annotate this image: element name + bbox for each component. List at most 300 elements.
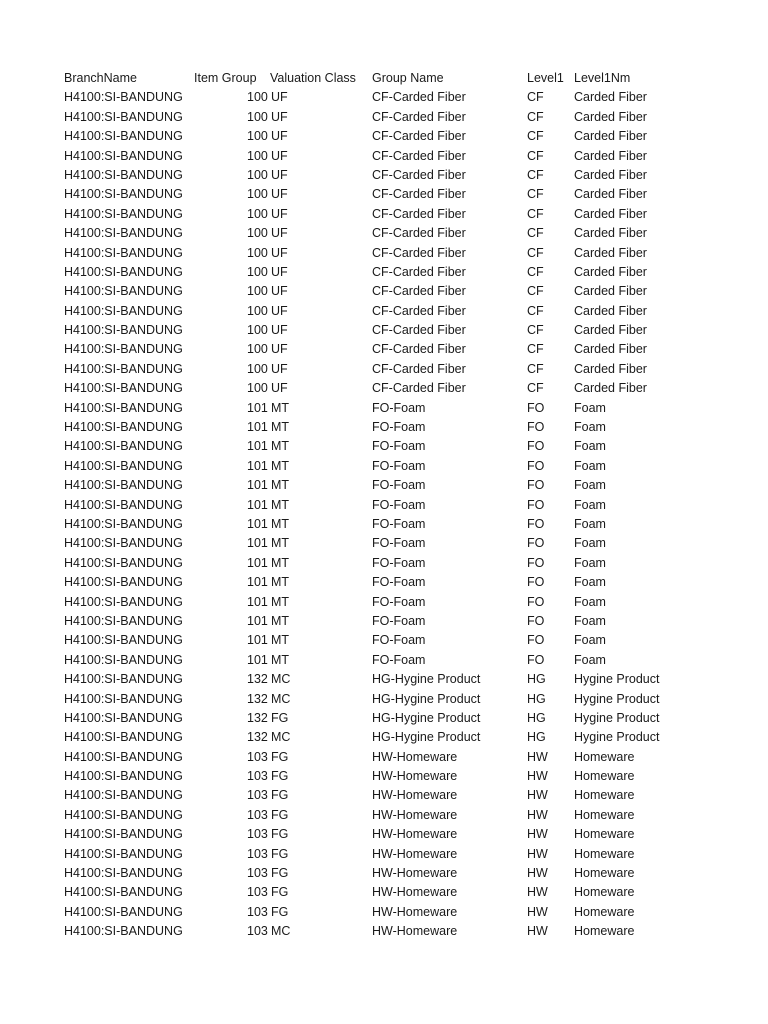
cell-level1-nm: Carded Fiber: [574, 323, 647, 338]
table-row: [0, 108, 768, 127]
cell-group-name: HW-Homeware: [372, 866, 458, 881]
cell-level1: CF: [527, 342, 544, 357]
cell-valuation-class: MT: [271, 420, 290, 435]
cell-valuation-class: FG: [271, 769, 289, 784]
cell-valuation-class: FG: [271, 710, 289, 725]
cell-level1: FO: [527, 497, 545, 512]
cell-valuation-class: MT: [271, 478, 290, 493]
cell-level1: CF: [527, 323, 544, 338]
cell-valuation-class: FG: [271, 807, 289, 822]
table-row: [0, 147, 768, 166]
cell-item-group: 101: [247, 555, 268, 570]
header-row: [0, 69, 768, 88]
cell-branch: H4100:SI-BANDUNG: [64, 672, 183, 687]
cell-branch: H4100:SI-BANDUNG: [64, 323, 183, 338]
cell-item-group: 100: [247, 361, 268, 376]
cell-valuation-class: UF: [271, 206, 288, 221]
cell-valuation-class: FG: [271, 904, 289, 919]
table-row: [0, 302, 768, 321]
cell-group-name: CF-Carded Fiber: [372, 342, 466, 357]
cell-valuation-class: UF: [271, 226, 288, 241]
cell-level1-nm: Homeware: [574, 827, 635, 842]
table-row: [0, 612, 768, 631]
cell-level1-nm: Homeware: [574, 885, 635, 900]
cell-item-group: 101: [247, 439, 268, 454]
cell-branch: H4100:SI-BANDUNG: [64, 516, 183, 531]
cell-group-name: FO-Foam: [372, 420, 426, 435]
table-body: [0, 88, 768, 941]
cell-valuation-class: UF: [271, 90, 288, 105]
cell-item-group: 100: [247, 303, 268, 318]
cell-valuation-class: MC: [271, 691, 291, 706]
table-row: [0, 883, 768, 902]
cell-valuation-class: MC: [271, 672, 291, 687]
cell-level1: CF: [527, 206, 544, 221]
table-row: [0, 786, 768, 805]
cell-valuation-class: FG: [271, 749, 289, 764]
table-row: [0, 476, 768, 495]
cell-branch: H4100:SI-BANDUNG: [64, 497, 183, 512]
cell-group-name: FO-Foam: [372, 516, 426, 531]
cell-item-group: 100: [247, 206, 268, 221]
cell-level1: HW: [527, 924, 548, 939]
cell-valuation-class: MC: [271, 924, 291, 939]
cell-valuation-class: MT: [271, 652, 290, 667]
cell-branch: H4100:SI-BANDUNG: [64, 226, 183, 241]
table-row: [0, 457, 768, 476]
cell-branch: H4100:SI-BANDUNG: [64, 400, 183, 415]
table-row: [0, 651, 768, 670]
cell-group-name: FO-Foam: [372, 536, 426, 551]
cell-level1-nm: Hygine Product: [574, 672, 660, 687]
cell-group-name: FO-Foam: [372, 439, 426, 454]
cell-valuation-class: UF: [271, 187, 288, 202]
cell-group-name: CF-Carded Fiber: [372, 323, 466, 338]
cell-valuation-class: UF: [271, 167, 288, 182]
cell-item-group: 100: [247, 245, 268, 260]
cell-item-group: 100: [247, 129, 268, 144]
cell-item-group: 103: [247, 885, 268, 900]
cell-level1-nm: Hygine Product: [574, 730, 660, 745]
cell-valuation-class: UF: [271, 323, 288, 338]
cell-level1-nm: Carded Fiber: [574, 361, 647, 376]
table-row: [0, 593, 768, 612]
cell-group-name: FO-Foam: [372, 613, 426, 628]
table-row: [0, 631, 768, 650]
cell-branch: H4100:SI-BANDUNG: [64, 807, 183, 822]
cell-group-name: HW-Homeware: [372, 807, 458, 822]
table-row: [0, 360, 768, 379]
cell-valuation-class: MT: [271, 400, 290, 415]
cell-level1-nm: Homeware: [574, 769, 635, 784]
cell-branch: H4100:SI-BANDUNG: [64, 148, 183, 163]
cell-level1: HW: [527, 904, 548, 919]
cell-group-name: FO-Foam: [372, 458, 426, 473]
cell-branch: H4100:SI-BANDUNG: [64, 303, 183, 318]
cell-level1-nm: Carded Fiber: [574, 284, 647, 299]
cell-valuation-class: MT: [271, 594, 290, 609]
cell-level1-nm: Carded Fiber: [574, 381, 647, 396]
table-row: [0, 263, 768, 282]
cell-branch: H4100:SI-BANDUNG: [64, 788, 183, 803]
cell-item-group: 101: [247, 497, 268, 512]
cell-branch: H4100:SI-BANDUNG: [64, 866, 183, 881]
table-row: [0, 845, 768, 864]
table-row: [0, 728, 768, 747]
cell-level1: FO: [527, 575, 545, 590]
cell-item-group: 103: [247, 846, 268, 861]
cell-item-group: 101: [247, 613, 268, 628]
cell-level1-nm: Foam: [574, 633, 606, 648]
table-row: [0, 418, 768, 437]
cell-branch: H4100:SI-BANDUNG: [64, 691, 183, 706]
cell-level1: FO: [527, 439, 545, 454]
table-row: [0, 767, 768, 786]
cell-level1: CF: [527, 303, 544, 318]
cell-valuation-class: UF: [271, 342, 288, 357]
cell-group-name: CF-Carded Fiber: [372, 109, 466, 124]
cell-level1-nm: Carded Fiber: [574, 264, 647, 279]
cell-item-group: 101: [247, 536, 268, 551]
cell-group-name: CF-Carded Fiber: [372, 361, 466, 376]
table-row: [0, 690, 768, 709]
cell-branch: H4100:SI-BANDUNG: [64, 458, 183, 473]
cell-branch: H4100:SI-BANDUNG: [64, 827, 183, 842]
cell-level1: CF: [527, 284, 544, 299]
cell-branch: H4100:SI-BANDUNG: [64, 264, 183, 279]
cell-level1-nm: Foam: [574, 613, 606, 628]
cell-branch: H4100:SI-BANDUNG: [64, 361, 183, 376]
cell-level1: CF: [527, 361, 544, 376]
cell-branch: H4100:SI-BANDUNG: [64, 652, 183, 667]
cell-branch: H4100:SI-BANDUNG: [64, 284, 183, 299]
cell-level1-nm: Carded Fiber: [574, 245, 647, 260]
cell-level1-nm: Carded Fiber: [574, 187, 647, 202]
cell-item-group: 100: [247, 90, 268, 105]
cell-level1: HW: [527, 807, 548, 822]
cell-branch: H4100:SI-BANDUNG: [64, 187, 183, 202]
table-row: [0, 399, 768, 418]
cell-level1-nm: Carded Fiber: [574, 109, 647, 124]
cell-group-name: CF-Carded Fiber: [372, 148, 466, 163]
cell-group-name: HW-Homeware: [372, 788, 458, 803]
cell-group-name: HW-Homeware: [372, 769, 458, 784]
spreadsheet-table: [0, 69, 768, 942]
cell-item-group: 103: [247, 749, 268, 764]
cell-level1: HG: [527, 730, 546, 745]
table-row: [0, 185, 768, 204]
table-row: [0, 340, 768, 359]
header-level1-nm: Level1Nm: [574, 71, 631, 85]
table-row: [0, 379, 768, 398]
cell-level1: CF: [527, 90, 544, 105]
cell-level1: FO: [527, 652, 545, 667]
table-row: [0, 670, 768, 689]
cell-level1: CF: [527, 167, 544, 182]
cell-group-name: FO-Foam: [372, 652, 426, 667]
cell-valuation-class: MT: [271, 497, 290, 512]
cell-item-group: 103: [247, 866, 268, 881]
cell-valuation-class: UF: [271, 129, 288, 144]
table-row: [0, 127, 768, 146]
table-row: [0, 748, 768, 767]
cell-branch: H4100:SI-BANDUNG: [64, 420, 183, 435]
cell-branch: H4100:SI-BANDUNG: [64, 769, 183, 784]
cell-level1: FO: [527, 420, 545, 435]
cell-level1-nm: Homeware: [574, 904, 635, 919]
cell-level1: HW: [527, 749, 548, 764]
table-row: [0, 554, 768, 573]
cell-branch: H4100:SI-BANDUNG: [64, 904, 183, 919]
cell-item-group: 100: [247, 167, 268, 182]
cell-group-name: HW-Homeware: [372, 827, 458, 842]
cell-branch: H4100:SI-BANDUNG: [64, 749, 183, 764]
header-group-name: Group Name: [372, 71, 444, 85]
cell-level1: FO: [527, 516, 545, 531]
cell-level1-nm: Foam: [574, 439, 606, 454]
cell-valuation-class: UF: [271, 109, 288, 124]
cell-level1-nm: Hygine Product: [574, 710, 660, 725]
table-row: [0, 437, 768, 456]
cell-group-name: CF-Carded Fiber: [372, 284, 466, 299]
cell-level1: FO: [527, 594, 545, 609]
table-row: [0, 166, 768, 185]
table-row: [0, 496, 768, 515]
cell-group-name: FO-Foam: [372, 633, 426, 648]
cell-item-group: 101: [247, 420, 268, 435]
header-level1: Level1: [527, 71, 564, 85]
cell-valuation-class: UF: [271, 245, 288, 260]
cell-branch: H4100:SI-BANDUNG: [64, 245, 183, 260]
table-row: [0, 244, 768, 263]
cell-group-name: CF-Carded Fiber: [372, 381, 466, 396]
cell-item-group: 100: [247, 284, 268, 299]
cell-valuation-class: UF: [271, 264, 288, 279]
cell-item-group: 101: [247, 516, 268, 531]
cell-item-group: 103: [247, 827, 268, 842]
cell-level1: HW: [527, 866, 548, 881]
cell-item-group: 101: [247, 633, 268, 648]
cell-item-group: 103: [247, 904, 268, 919]
cell-level1-nm: Carded Fiber: [574, 148, 647, 163]
cell-valuation-class: FG: [271, 866, 289, 881]
cell-branch: H4100:SI-BANDUNG: [64, 885, 183, 900]
cell-valuation-class: UF: [271, 361, 288, 376]
table-row: [0, 864, 768, 883]
cell-group-name: FO-Foam: [372, 497, 426, 512]
cell-level1: FO: [527, 458, 545, 473]
cell-level1-nm: Carded Fiber: [574, 342, 647, 357]
cell-level1-nm: Foam: [574, 652, 606, 667]
table-row: [0, 515, 768, 534]
cell-level1-nm: Foam: [574, 478, 606, 493]
cell-valuation-class: FG: [271, 827, 289, 842]
cell-level1-nm: Homeware: [574, 866, 635, 881]
table-row: [0, 573, 768, 592]
cell-item-group: 132: [247, 691, 268, 706]
cell-valuation-class: MT: [271, 439, 290, 454]
cell-item-group: 101: [247, 400, 268, 415]
cell-level1-nm: Hygine Product: [574, 691, 660, 706]
cell-level1-nm: Foam: [574, 575, 606, 590]
cell-group-name: HG-Hygine Product: [372, 730, 481, 745]
cell-group-name: CF-Carded Fiber: [372, 90, 466, 105]
cell-item-group: 100: [247, 148, 268, 163]
cell-level1: CF: [527, 226, 544, 241]
cell-item-group: 101: [247, 652, 268, 667]
cell-valuation-class: MT: [271, 575, 290, 590]
cell-valuation-class: UF: [271, 381, 288, 396]
cell-group-name: HW-Homeware: [372, 885, 458, 900]
cell-group-name: CF-Carded Fiber: [372, 206, 466, 221]
cell-level1-nm: Homeware: [574, 788, 635, 803]
cell-level1-nm: Homeware: [574, 924, 635, 939]
cell-branch: H4100:SI-BANDUNG: [64, 536, 183, 551]
cell-branch: H4100:SI-BANDUNG: [64, 478, 183, 493]
cell-level1: HW: [527, 769, 548, 784]
table-row: [0, 825, 768, 844]
table-row: [0, 922, 768, 941]
cell-group-name: CF-Carded Fiber: [372, 167, 466, 182]
cell-valuation-class: MT: [271, 633, 290, 648]
cell-level1: CF: [527, 264, 544, 279]
cell-level1: HW: [527, 788, 548, 803]
cell-item-group: 103: [247, 788, 268, 803]
table-row: [0, 282, 768, 301]
cell-level1-nm: Carded Fiber: [574, 90, 647, 105]
cell-branch: H4100:SI-BANDUNG: [64, 342, 183, 357]
cell-branch: H4100:SI-BANDUNG: [64, 109, 183, 124]
cell-item-group: 100: [247, 264, 268, 279]
cell-group-name: FO-Foam: [372, 575, 426, 590]
table-row: [0, 88, 768, 107]
cell-branch: H4100:SI-BANDUNG: [64, 555, 183, 570]
cell-level1-nm: Carded Fiber: [574, 206, 647, 221]
cell-valuation-class: FG: [271, 885, 289, 900]
cell-valuation-class: MC: [271, 730, 291, 745]
cell-group-name: CF-Carded Fiber: [372, 245, 466, 260]
cell-valuation-class: UF: [271, 284, 288, 299]
cell-level1-nm: Carded Fiber: [574, 303, 647, 318]
cell-level1-nm: Foam: [574, 497, 606, 512]
cell-level1: FO: [527, 633, 545, 648]
cell-item-group: 100: [247, 226, 268, 241]
cell-level1: HG: [527, 672, 546, 687]
cell-group-name: HW-Homeware: [372, 846, 458, 861]
cell-level1-nm: Foam: [574, 420, 606, 435]
cell-item-group: 103: [247, 807, 268, 822]
cell-level1-nm: Foam: [574, 516, 606, 531]
cell-level1-nm: Foam: [574, 555, 606, 570]
cell-branch: H4100:SI-BANDUNG: [64, 575, 183, 590]
cell-item-group: 101: [247, 458, 268, 473]
cell-level1-nm: Carded Fiber: [574, 226, 647, 241]
cell-level1: CF: [527, 148, 544, 163]
cell-group-name: CF-Carded Fiber: [372, 226, 466, 241]
header-valuation-class: Valuation Class: [270, 71, 356, 85]
cell-group-name: FO-Foam: [372, 594, 426, 609]
cell-level1: HG: [527, 691, 546, 706]
cell-level1-nm: Foam: [574, 458, 606, 473]
cell-level1-nm: Foam: [574, 594, 606, 609]
cell-item-group: 132: [247, 710, 268, 725]
cell-level1: FO: [527, 536, 545, 551]
cell-level1-nm: Homeware: [574, 846, 635, 861]
cell-branch: H4100:SI-BANDUNG: [64, 439, 183, 454]
cell-group-name: HW-Homeware: [372, 924, 458, 939]
cell-level1-nm: Homeware: [574, 749, 635, 764]
cell-level1: HW: [527, 846, 548, 861]
cell-branch: H4100:SI-BANDUNG: [64, 710, 183, 725]
cell-valuation-class: UF: [271, 303, 288, 318]
cell-level1: CF: [527, 187, 544, 202]
cell-group-name: CF-Carded Fiber: [372, 303, 466, 318]
cell-group-name: HW-Homeware: [372, 749, 458, 764]
cell-group-name: HG-Hygine Product: [372, 691, 481, 706]
cell-valuation-class: UF: [271, 148, 288, 163]
cell-branch: H4100:SI-BANDUNG: [64, 594, 183, 609]
cell-branch: H4100:SI-BANDUNG: [64, 206, 183, 221]
cell-level1: FO: [527, 555, 545, 570]
table-row: [0, 224, 768, 243]
cell-item-group: 101: [247, 478, 268, 493]
cell-level1: FO: [527, 400, 545, 415]
cell-item-group: 103: [247, 924, 268, 939]
table-row: [0, 321, 768, 340]
cell-level1: CF: [527, 129, 544, 144]
table-row: [0, 903, 768, 922]
cell-group-name: HW-Homeware: [372, 904, 458, 919]
cell-group-name: CF-Carded Fiber: [372, 129, 466, 144]
cell-level1-nm: Carded Fiber: [574, 167, 647, 182]
header-branch-name: BranchName: [64, 71, 137, 85]
cell-group-name: CF-Carded Fiber: [372, 187, 466, 202]
header-item-group: Item Group: [194, 71, 257, 85]
cell-level1: CF: [527, 109, 544, 124]
cell-level1-nm: Foam: [574, 536, 606, 551]
cell-level1: FO: [527, 613, 545, 628]
cell-group-name: HG-Hygine Product: [372, 710, 481, 725]
cell-branch: H4100:SI-BANDUNG: [64, 129, 183, 144]
table-row: [0, 205, 768, 224]
cell-item-group: 100: [247, 323, 268, 338]
cell-branch: H4100:SI-BANDUNG: [64, 90, 183, 105]
cell-branch: H4100:SI-BANDUNG: [64, 924, 183, 939]
cell-branch: H4100:SI-BANDUNG: [64, 633, 183, 648]
table-row: [0, 534, 768, 553]
cell-group-name: CF-Carded Fiber: [372, 264, 466, 279]
cell-branch: H4100:SI-BANDUNG: [64, 381, 183, 396]
cell-level1: HW: [527, 827, 548, 842]
cell-group-name: FO-Foam: [372, 555, 426, 570]
cell-valuation-class: FG: [271, 846, 289, 861]
cell-valuation-class: MT: [271, 613, 290, 628]
cell-item-group: 132: [247, 672, 268, 687]
cell-group-name: HG-Hygine Product: [372, 672, 481, 687]
cell-group-name: FO-Foam: [372, 478, 426, 493]
cell-item-group: 100: [247, 381, 268, 396]
cell-item-group: 100: [247, 109, 268, 124]
cell-branch: H4100:SI-BANDUNG: [64, 846, 183, 861]
cell-level1-nm: Carded Fiber: [574, 129, 647, 144]
cell-valuation-class: MT: [271, 516, 290, 531]
cell-item-group: 103: [247, 769, 268, 784]
cell-level1: CF: [527, 381, 544, 396]
cell-valuation-class: MT: [271, 458, 290, 473]
cell-branch: H4100:SI-BANDUNG: [64, 613, 183, 628]
cell-valuation-class: FG: [271, 788, 289, 803]
cell-valuation-class: MT: [271, 536, 290, 551]
